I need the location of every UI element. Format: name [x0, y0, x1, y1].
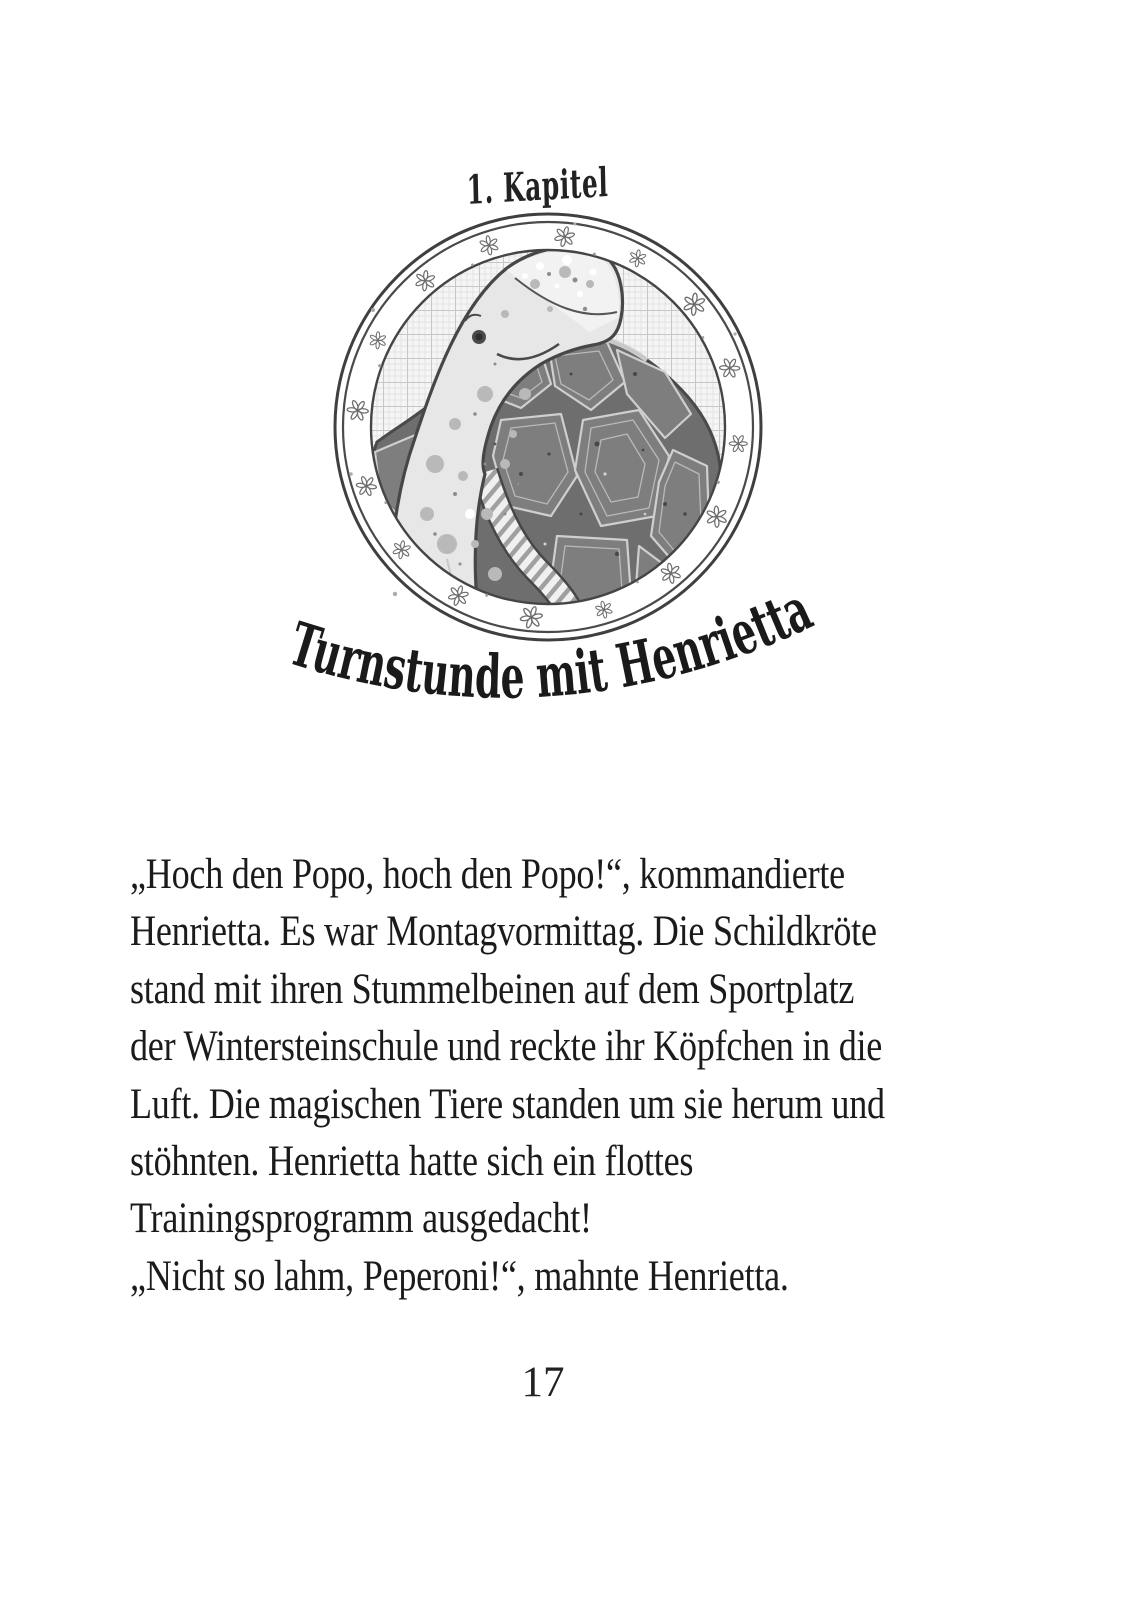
- paragraph-line: Trainingsprogramm ausgedacht!: [130, 1195, 592, 1243]
- paragraph-line: stand mit ihren Stummelbeinen auf dem Sportplatz: [130, 965, 855, 1013]
- chapter-title-arc: [250, 565, 850, 735]
- chapter-label: 1. Kapitel: [466, 159, 609, 214]
- paragraph-line: „Hoch den Popo, hoch den Popo!“, kommandierte: [130, 851, 845, 898]
- page-number: 17: [521, 1359, 565, 1406]
- paragraph-line: der Wintersteinschule und reckte ihr Köpfchen in die: [130, 1023, 883, 1071]
- chapter-title: Turnstunde mit Henrietta: [281, 568, 836, 714]
- svg-text:Turnstunde mit Henrietta: [281, 568, 836, 714]
- paragraph-line: Luft. Die magischen Tiere standen um sie herum und: [130, 1080, 885, 1128]
- paragraph-line: stöhnten. Henrietta hatte sich ein flottes: [130, 1138, 694, 1186]
- paragraph-line: „Nicht so lahm, Peperoni!“, mahnte Henrietta.: [130, 1252, 789, 1300]
- body-paragraph: [130, 846, 885, 1305]
- paragraph-line: Henrietta. Es war Montagvormittag. Die Schildkröte: [130, 908, 877, 956]
